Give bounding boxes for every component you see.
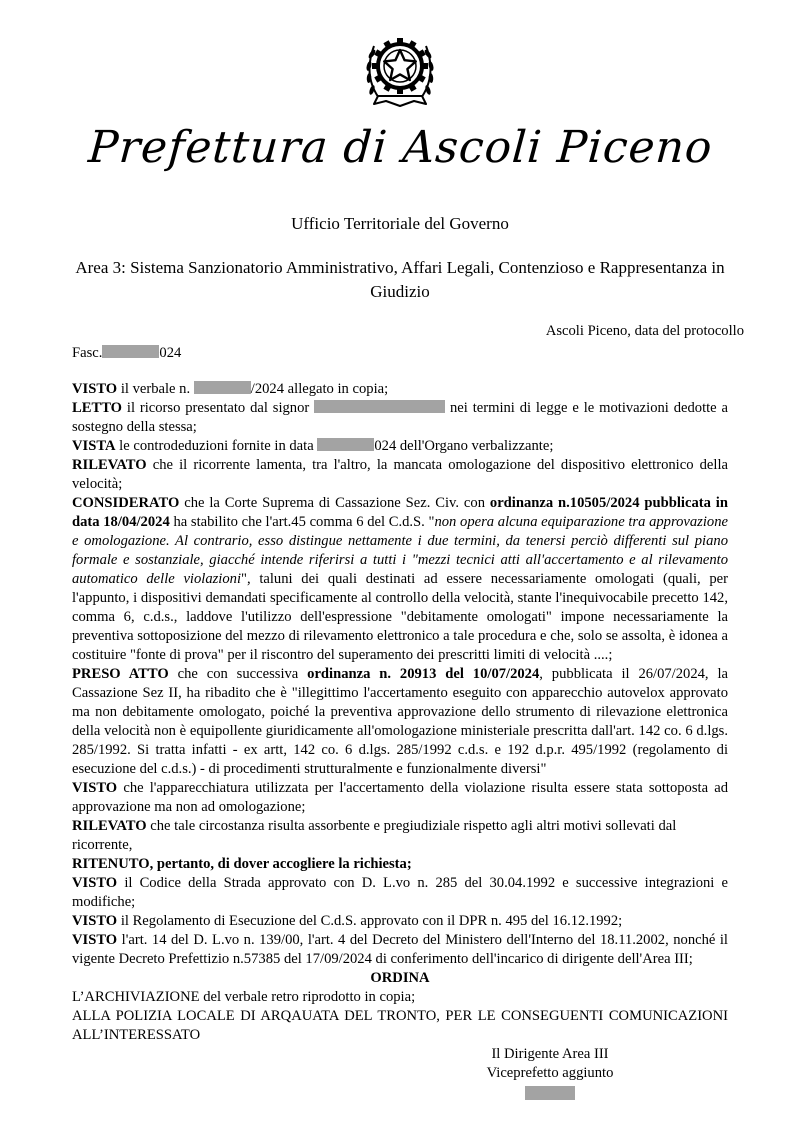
text-segment: il verbale n.	[117, 380, 194, 397]
text-segment: VISTO	[72, 380, 118, 397]
text-segment: il ricorso presentato dal signor	[122, 399, 315, 416]
rilevato-lamenta	[72, 456, 728, 494]
letto-ricorso	[72, 399, 728, 437]
visto-decreto-prefettizio	[72, 931, 728, 969]
text-segment: nei termini di legge e le motivazioni dedotte a sostegno della stessa;	[72, 399, 728, 435]
text-segment: RITENUTO, pertanto, di dover accogliere la richiesta;	[72, 855, 412, 872]
considerato-cassazione	[72, 494, 728, 665]
text-segment: che con successiva	[168, 665, 308, 682]
text-segment: il Regolamento di Esecuzione del C.d.S. approvato con il DPR n. 495 del 16.12.1992;	[117, 912, 623, 929]
signature-redaction-box	[525, 1086, 575, 1100]
text-segment: VISTO	[72, 931, 118, 948]
text-segment: Fasc.	[72, 344, 103, 361]
text-segment: che la Corte Suprema di Cassazione Sez. Civ. con	[179, 494, 490, 511]
text-segment: RILEVATO	[72, 456, 147, 473]
text-segment: VISTO	[72, 912, 118, 929]
text-segment: VISTA	[72, 437, 116, 454]
text-segment: ", taluni dei quali destinati ad essere necessariamente omologati (quali, per l'appunto, i dispositivi demandati specificamente al controllo della velocità, stante l'inequivocabile precetto 142, comma 6, c.d.s., laddove l'utilizzo dell'espressione "debitamente omologati" impone necessariamente la preventiva sottoposizione del mezzo di rilevamento elettronico a tale procedura e che, solo se assolta, è idonea a costituire "fonte di prova" per il riscontro del superamento dei prescritti limiti di velocità ....;	[72, 570, 728, 663]
visto-verbale	[72, 380, 728, 399]
redaction-box	[102, 345, 159, 358]
date-line	[72, 322, 744, 341]
emblem-wrap	[72, 26, 728, 114]
polizia-locale-line	[72, 1007, 728, 1045]
archiviazione-line	[72, 988, 728, 1007]
area-heading: Area 3: Sistema Sanzionatorio Amministrativo, Affari Legali, Contenzioso e Rappresentanza in Giudizio	[75, 258, 725, 301]
text-segment: VISTO	[72, 874, 118, 891]
vista-controdeduzioni	[72, 437, 728, 456]
text-segment: che il ricorrente lamenta, tra l'altro, la mancata omologazione del dispositivo elettronico della velocità;	[72, 456, 728, 492]
text-segment: il Codice della Strada approvato con D. L.vo n. 285 del 30.04.1992 e successive integrazioni e modifiche;	[72, 874, 728, 910]
page-title: Prefettura di Ascoli Piceno	[86, 122, 715, 173]
text-segment: che l'apparecchiatura utilizzata per l'accertamento della violazione risulta essere stata sottoposta ad approvazione ma non ad omologazione;	[72, 779, 728, 815]
signature-role-line1: Il Dirigente Area III	[491, 1045, 609, 1062]
ritenuto-accogliere	[72, 855, 728, 874]
text-segment: , pubblicata il 26/07/2024, la Cassazione Sez II, ha ribadito che è "illegittimo l'accertamento eseguito con apparecchio autovelox approvato ma non debitamente omologato, poiché la preventiva approvazione dello strumento di rilevazione elettronica della velocità non è equipollente giuridicamente all'omologazione ministeriale prescritta dall'art. 142 co. 6 d.lgs. 285/1992. Si tratta infatti - ex artt, 142 co. 6 d.lgs. 285/1992 c.d.s. e 192 d.p.r. 495/1992 (regolamento di esecuzione del c.d.s.) - di procedimenti strutturalmente e funzionalmente diversi"	[72, 665, 728, 777]
text-segment: non opera alcuna equiparazione tra approvazione e omologazione. Al contrario, esso distingue nettamente i due termini, da tenersi perciò differenti sul piano formale e sostanziale, giacché intende riferirsi a tutti i "mezzi tecnici atti all'accertamento e al rilevamento automatico delle violazioni	[72, 513, 728, 587]
ordina-heading	[72, 969, 728, 988]
preso-atto	[72, 665, 728, 779]
text-segment: ordinanza n.10505/2024 pubblicata in data 18/04/2024	[72, 494, 728, 530]
text-segment: CONSIDERATO	[72, 494, 180, 511]
text-segment: ALLA POLIZIA LOCALE DI ARQAUATA DEL TRONTO, PER LE CONSEGUENTI COMUNICAZIONI ALL’INTERESSATO	[72, 1007, 728, 1043]
text-segment: ordinanza n. 20913 del 10/07/2024	[307, 665, 540, 682]
text-segment: RILEVATO	[72, 817, 147, 834]
text-segment: l'art. 14 del D. L.vo n. 139/00, l'art. 4 del Decreto del Ministero dell'Interno del 18.11.2002, nonché il vigente Decreto Prefettizio n.57385 del 17/09/2024 di conferimento dell'incarico di dirigente dell'Area III;	[72, 931, 728, 967]
text-segment: le controdeduzioni fornite in data	[115, 437, 318, 454]
visto-regolamento	[72, 912, 728, 931]
visto-codice-strada	[72, 874, 728, 912]
text-segment: 024 dell'Organo verbalizzante;	[374, 437, 554, 454]
redaction-box	[314, 400, 445, 413]
signature-role-line2: Viceprefetto aggiunto	[486, 1064, 614, 1081]
italian-republic-emblem-icon	[352, 26, 448, 114]
redaction-box	[194, 381, 251, 394]
text-segment: PRESO ATTO	[72, 665, 169, 682]
redaction-box	[317, 438, 374, 451]
text-segment: 024	[159, 344, 182, 361]
document-body	[72, 322, 744, 1045]
office-subtitle: Ufficio Territoriale del Governo	[291, 214, 509, 233]
fascicolo-line	[72, 344, 728, 363]
signature-block	[400, 1045, 700, 1100]
text-segment: /2024 allegato in copia;	[250, 380, 389, 397]
text-segment: L’ARCHIVIAZIONE del verbale retro riprodotto in copia;	[72, 988, 416, 1005]
text-segment: Ascoli Piceno, data del protocollo	[545, 322, 744, 339]
text-segment: VISTO	[72, 779, 118, 796]
text-segment: che tale circostanza risulta assorbente e pregiudiziale rispetto agli altri motivi sollevati dal ricorrente,	[72, 817, 677, 853]
text-segment: LETTO	[72, 399, 123, 416]
visto-apparecchiatura	[72, 779, 728, 817]
text-segment: ORDINA	[370, 969, 430, 986]
text-segment: ha stabilito che l'art.45 comma 6 del C.d.S. "	[169, 513, 435, 530]
rilevato-assorbente	[72, 817, 728, 855]
